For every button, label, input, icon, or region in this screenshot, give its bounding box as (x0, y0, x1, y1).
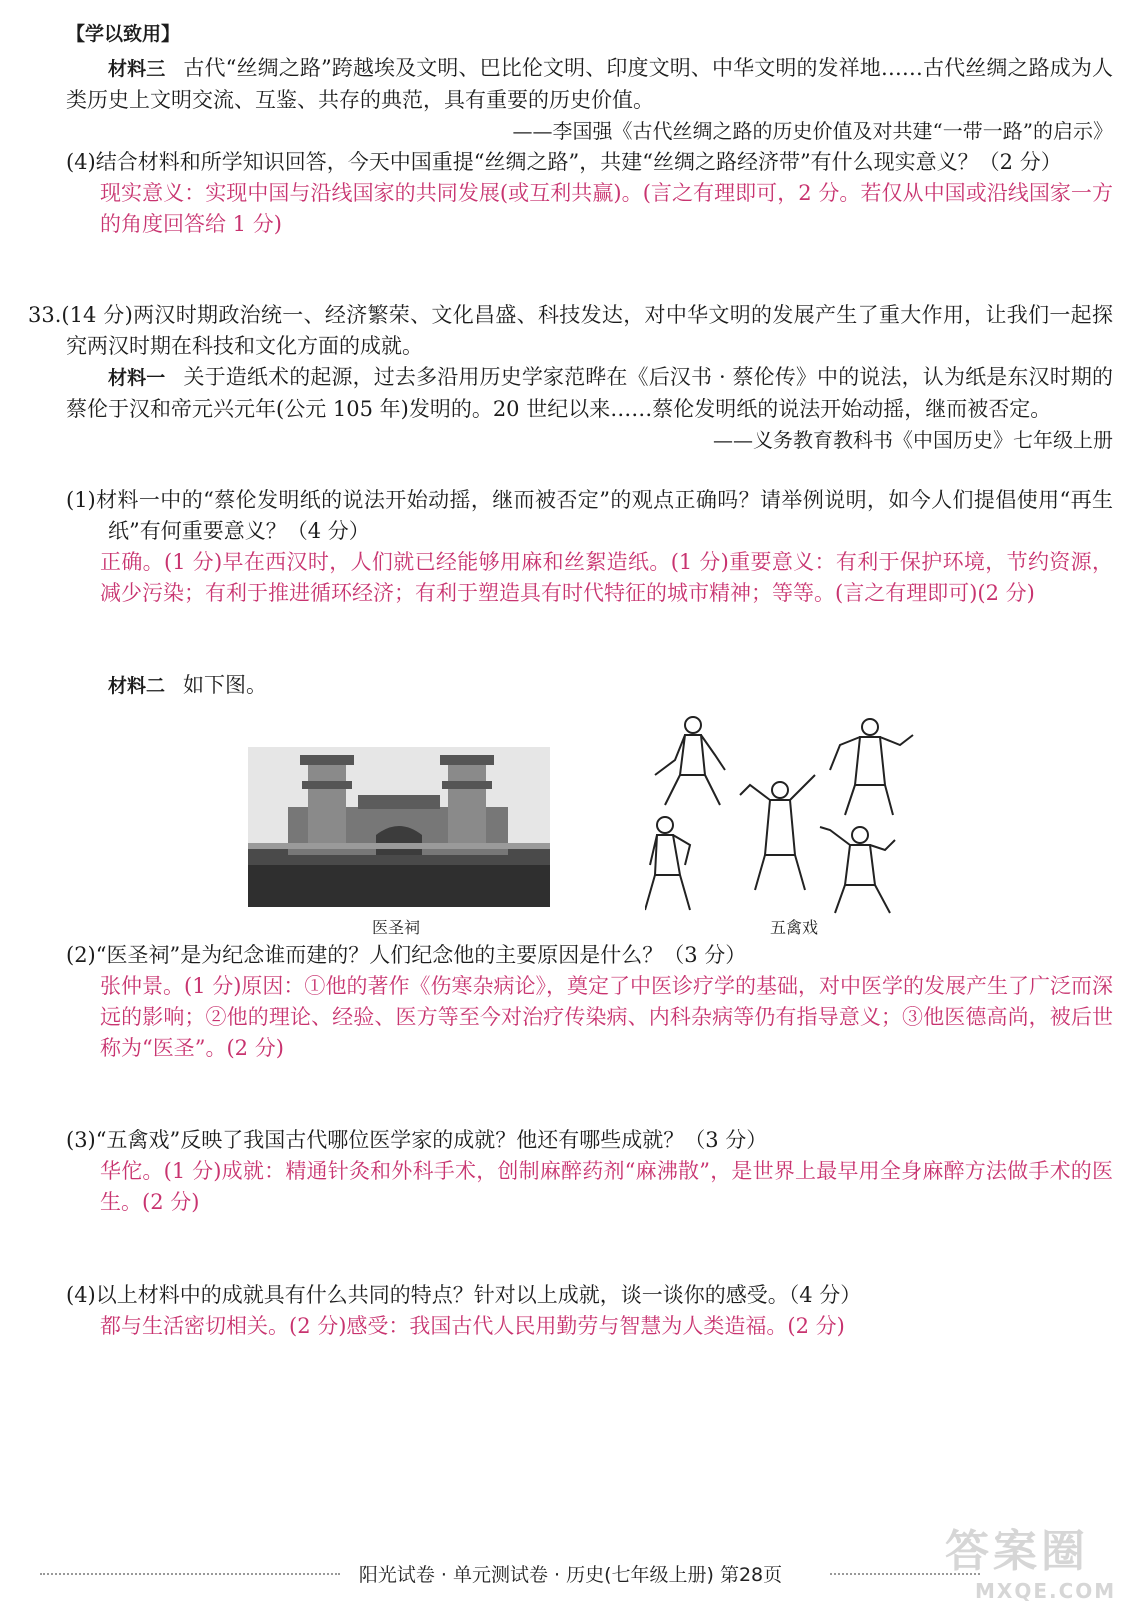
answer-33-4: 都与生活密切相关。(2 分)感受：我国古代人民用勤劳与智慧为人类造福。(2 分) (100, 1314, 845, 1338)
figure-2 (830, 719, 913, 815)
question-33-3 (66, 1125, 1113, 1218)
wuqinxi-drawing (645, 715, 930, 915)
watermark-main: 答案圈 (945, 1526, 1089, 1577)
material-1-text: 关于造纸术的起源，过去多沿用历史学家范晔在《后汉书 · 蔡伦传》中的说法，认为纸是东汉时期的蔡伦于汉和帝元兴元年(公元 105 年)发明的。20 世纪以来……蔡伦发明纸的说法开始动摇，继而被否定。 (66, 365, 1113, 421)
yishengci-illustration (248, 747, 550, 907)
wuqinxi-figures (645, 715, 930, 915)
image-2-caption: 五禽戏 (770, 918, 819, 937)
image-1-caption: 医圣祠 (372, 918, 421, 937)
material-3-text: 古代“丝绸之路”跨越埃及文明、巴比伦文明、印度文明、中华文明的发祥地……古代丝绸之路成为人类历史上文明交流、互鉴、共存的典范，具有重要的历史价值。 (66, 56, 1113, 112)
figure-1 (655, 717, 725, 805)
answer-4-previous: 现实意义：实现中国与沿线国家的共同发展(或互利共赢)。(言之有理即可，2 分。若仅从中国或沿线国家一方的角度回答给 1 分) (100, 181, 1113, 236)
question-33-3-text: (3)“五禽戏”反映了我国古代哪位医学家的成就？他还有哪些成就？（3 分） (66, 1128, 768, 1152)
material-1-label: 材料一 (108, 367, 166, 389)
answer-33-2: 张仲景。(1 分)原因：①他的著作《伤寒杂病论》，奠定了中医诊疗学的基础，对中医学的发展产生了广泛而深远的影响；②他的理论、经验、医方等至今对治疗传染病、内科杂病等仍有指导意义；③他医德高尚，被后世称为“医圣”。(2 分) (100, 974, 1113, 1060)
section-header (66, 18, 1113, 50)
question-33-2-text: (2)“医圣祠”是为纪念谁而建的？人们纪念他的主要原因是什么？（3 分） (66, 943, 747, 967)
page-footer: 阳光试卷 · 单元测试卷 · 历史(七年级上册) 第28页 (358, 1564, 783, 1586)
question-33-1 (66, 485, 1113, 609)
question-33-4-text: (4)以上材料中的成就具有什么共同的特点？针对以上成就，谈一谈你的感受。（4 分） (66, 1283, 862, 1307)
material-3-label: 材料三 (108, 58, 166, 80)
watermark-sub: MXQE.COM (975, 1579, 1117, 1603)
answer-33-3: 华佗。(1 分)成就：精通针灸和外科手术，创制麻醉药剂“麻沸散”，是世界上最早用全身麻醉方法做手术的医生。(2 分) (100, 1159, 1113, 1214)
question-33-intro-text: 33.(14 分)两汉时期政治统一、经济繁荣、文化昌盛、科技发达，对中华文明的发展产生了重大作用，让我们一起探究两汉时期在科技和文化方面的成就。 (28, 303, 1113, 358)
question-33-1-text: (1)材料一中的“蔡伦发明纸的说法开始动摇，继而被否定”的观点正确吗？请举例说明，如今人们提倡使用“再生纸”有何重要意义？（4 分） (66, 488, 1113, 543)
question-4-previous (66, 147, 1113, 240)
section-header-text: 【学以致用】 (66, 23, 181, 45)
yishengci-photo (248, 747, 550, 907)
figure-5 (820, 827, 895, 913)
question-33-2 (66, 940, 1113, 1064)
question-33-4 (66, 1280, 1113, 1342)
material-2 (66, 670, 1113, 702)
material-1-source: ——义务教育教科书《中国历史》七年级上册 (713, 428, 1113, 452)
question-4-previous-text: (4)结合材料和所学知识回答，今天中国重提“丝绸之路”，共建“丝绸之路经济带”有什么现实意义？（2 分） (66, 150, 1062, 174)
answer-33-1: 正确。(1 分)早在西汉时，人们就已经能够用麻和丝絮造纸。(1 分)重要意义：有利于保护环境，节约资源，减少污染；有利于推进循环经济；有利于塑造具有时代特征的城市精神；等等。(言之有理即可)(2 分) (100, 550, 1113, 605)
material-3-source: ——李国强《古代丝绸之路的历史价值及对共建“一带一路”的启示》 (512, 119, 1113, 143)
material-3 (66, 53, 1113, 147)
material-1 (66, 362, 1113, 456)
watermark-logo (945, 1515, 1125, 1603)
material-2-text: 如下图。 (183, 673, 268, 697)
material-2-label: 材料二 (108, 675, 166, 697)
figure-4 (645, 817, 690, 910)
question-33-intro (28, 300, 1113, 362)
figure-3 (740, 775, 815, 890)
